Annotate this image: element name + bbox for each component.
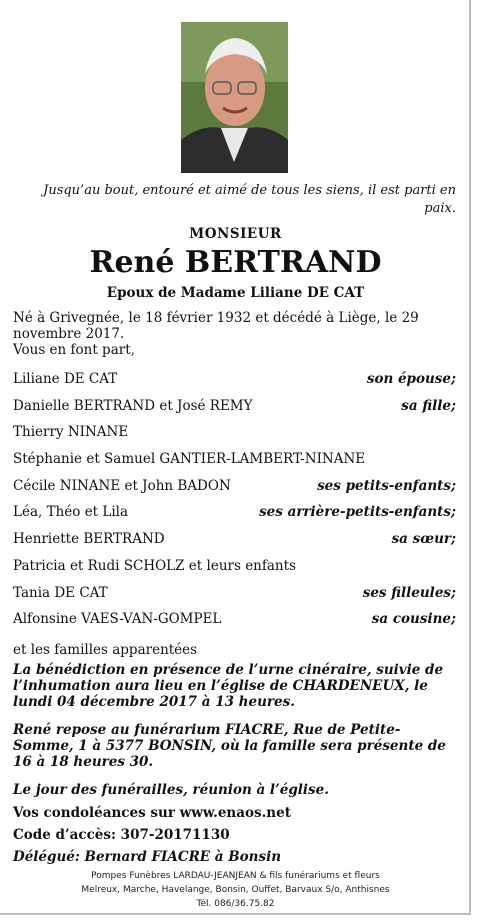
- family-row: [13, 478, 456, 505]
- family-row: [13, 558, 456, 585]
- funerarium-info: René repose au funérarium FIACRE, Rue de Petite-Somme, 1 à 5377 BONSIN, où la famille sera présente de 16 à 18 heures 30.: [13, 722, 446, 770]
- birth-death-info: [13, 310, 453, 358]
- family-relation: sa cousine;: [371, 611, 456, 628]
- family-row: [13, 585, 456, 612]
- family-relation: ses arrière-petits-enfants;: [259, 504, 456, 521]
- family-relation: sa sœur;: [391, 531, 456, 548]
- family-row: [13, 371, 456, 398]
- spouse-line: Epoux de Madame Liliane DE CAT: [106, 285, 365, 301]
- ceremony-info: La bénédiction en présence de l’urne cinéraire, suivie de l’inhumation aura lieu en l’église de CHARDENEUX, le lundi 04 décembre 2017 à 13 heures.: [13, 662, 444, 710]
- family-row: [13, 531, 456, 558]
- funeral-day-info: Le jour des funérailles, réunion à l’église.: [13, 782, 329, 798]
- family-relation: sa fille;: [401, 397, 456, 414]
- family-names: Danielle BERTRAND et José REMY: [13, 397, 253, 414]
- footer-line-3: Tél. 086/36.75.82: [196, 899, 275, 909]
- family-row: [13, 424, 456, 451]
- family-names: Léa, Théo et Lila: [13, 504, 129, 521]
- family-row: [13, 504, 456, 531]
- birth-death-text: Né à Grivegnée, le 18 février 1932 et décédé à Liège, le 29 novembre 2017.: [13, 310, 419, 342]
- family-names: Patricia et Rudi SCHOLZ et leurs enfants: [13, 557, 296, 574]
- family-relation: ses petits-enfants;: [317, 477, 456, 494]
- deceased-name: René BERTRAND: [89, 245, 382, 280]
- family-row: [13, 611, 456, 638]
- family-list: [13, 371, 456, 638]
- family-names: Tania DE CAT: [13, 584, 108, 601]
- family-names: Thierry NINANE: [13, 424, 129, 441]
- title-honorific: MONSIEUR: [189, 226, 282, 242]
- familles-apparentees: et les familles apparentées: [13, 642, 198, 658]
- family-relation: son épouse;: [366, 371, 456, 387]
- family-names: Liliane DE CAT: [13, 371, 118, 387]
- family-row: [13, 398, 456, 425]
- access-code-line: Code d’accès: 307-20171130: [13, 827, 230, 843]
- family-names: Stéphanie et Samuel GANTIER-LAMBERT-NINANE: [13, 451, 366, 468]
- family-names: Alfonsine VAES-VAN-GOMPEL: [13, 611, 222, 628]
- family-row: [13, 451, 456, 478]
- font-part-text: Vous en font part,: [13, 342, 135, 358]
- family-names: Henriette BERTRAND: [13, 531, 165, 548]
- delegate-line: Délégué: Bernard FIACRE à Bonsin: [13, 849, 282, 865]
- footer-line-1: Pompes Funèbres LARDAU-JEANJEAN & fils funérariums et fleurs: [91, 871, 380, 881]
- family-relation: ses filleules;: [362, 584, 456, 601]
- family-names: Cécile NINANE et John BADON: [13, 477, 231, 494]
- epitaph-quote: Jusqu’au bout, entouré et aimé de tous les siens, il est parti en paix.: [43, 183, 456, 216]
- condolences-line: Vos condoléances sur www.enaos.net: [13, 805, 291, 821]
- footer-line-2: Melreux, Marche, Havelange, Bonsin, Ouffet, Barvaux S/o, Anthisnes: [81, 885, 390, 895]
- portrait-photo: [181, 22, 288, 173]
